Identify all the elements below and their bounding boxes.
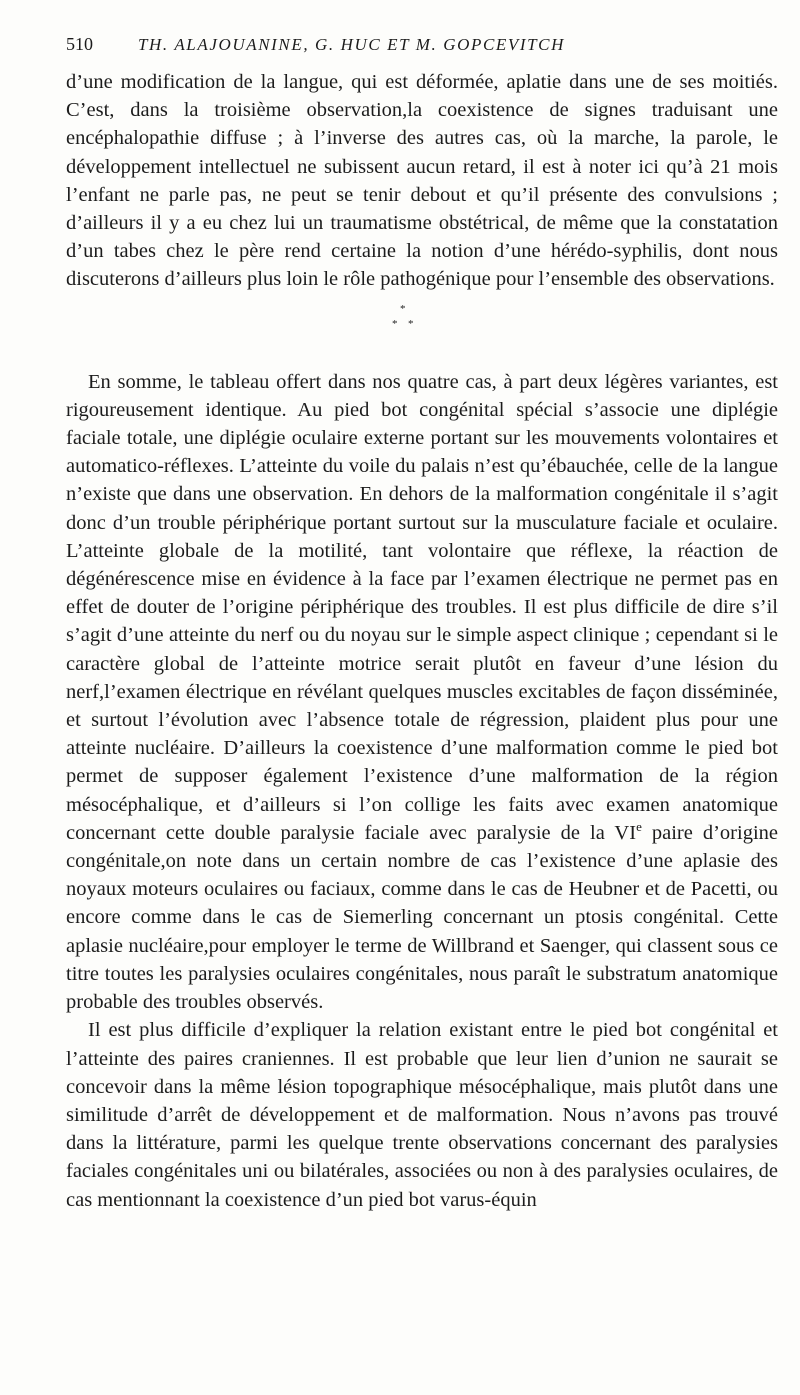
paragraph-continuation: d’une modification de la langue, qui est déformée, aplatie dans une de ses moitiés. C’est, dans la troisième observation,la coexistence de signes traduisant une encéphalopathie diffuse ; à l’inverse des autres cas, où la marche, la parole, le développement intellectuel ne subissent aucun retard, il est à noter ici qu’à 21 mois l’enfant ne parle pas, ne peut se tenir debout et qu’il présente des convulsions ; d’ailleurs il y a eu chez lui un traumatisme obstétrical, de même que la constatation d’un tabes chez le père rend certaine la notion d’une hérédo-syphilis, dont nous discuterons d’ailleurs plus loin le rôle pathogénique pour l’ensemble des observations.	[66, 71, 778, 291]
running-header	[66, 34, 778, 60]
paragraph-summary-text-rest: paire d’origine congénitale,on note dans un certain nombre de cas l’existence d’une aplasie des noyaux moteurs oculaires ou faciaux, comme dans le cas de Heubner et de Pacetti, ou encore comme dans le cas de Siemerling concernant un ptosis congénital. Cette aplasie nucléaire,pour employer le terme de Willbrand et Saenger, qui classent sous ce titre toutes les paralysies oculaires congénitales, nous paraît le substratum anatomique probable des troubles observés.	[66, 821, 778, 1014]
asterism-star: *	[408, 317, 414, 330]
paragraph-summary-text: En somme, le tableau offert dans nos quatre cas, à part deux légères variantes, est rigoureusement identique. Au pied bot congénital spécial s’associe une diplégie faciale totale, une diplégie oculaire externe portant sur les mouvements volontaires et automatico-réflexes. L’atteinte du voile du palais n’est qu’ébauchée, celle de la langue n’existe que dans une observation. En dehors de la malformation congénitale il s’agit donc d’un trouble périphérique portant surtout sur la musculature faciale et oculaire. L’atteinte globale de la motilité, tant volontaire que réflexe, la réaction de dégénérescence mise en évidence à la face par l’examen électrique ne permet pas en effet de douter de l’origine périphérique des troubles. Il est plus difficile de dire s’il s’agit d’une atteinte du nerf ou du noyau sur le simple aspect clinique ; cependant si le caractère global de l’atteinte motrice serait plutôt en faveur d’une lésion du nerf,l’examen électrique en révélant quelques muscles excitables de façon disséminée, et surtout l’évolution avec l’absence totale de régression, plaident plus pour une atteinte nucléaire. D’ailleurs la coexistence d’une malformation comme le pied bot permet de supposer également l’existence d’une malformation de la région mésocéphalique, et d’ailleurs si l’on collige les faits avec examen anatomique concernant cette double paralysie faciale avec paralysie de la VI	[66, 370, 778, 844]
paragraph-summary	[66, 368, 778, 1017]
page-number: 510	[66, 34, 93, 54]
section-gap	[66, 338, 778, 368]
header-title: TH. ALAJOUANINE, G. HUC ET M. GOPCEVITCH	[138, 35, 565, 54]
asterism-star: *	[400, 302, 406, 315]
paragraph-pied-bot: Il est plus difficile d’expliquer la relation existant entre le pied bot congénital et l’atteinte des paires craniennes. Il est probable que leur lien d’union ne saurait se concevoir dans la même lésion topographique mésocéphalique, mais plutôt dans une similitude d’arrêt de développement et de malformation. Nous n’avons pas trouvé dans la littérature, parmi les quelque trente observations concernant des paralysies faciales congénitales uni ou bilatérales, associées ou non à des paralysies oculaires, de cas mentionnant la coexistence d’un pied bot varus-équin	[66, 1019, 778, 1211]
ordinal-superscript: e	[636, 819, 642, 835]
section-separator	[386, 302, 426, 338]
asterism-star: *	[392, 317, 398, 330]
